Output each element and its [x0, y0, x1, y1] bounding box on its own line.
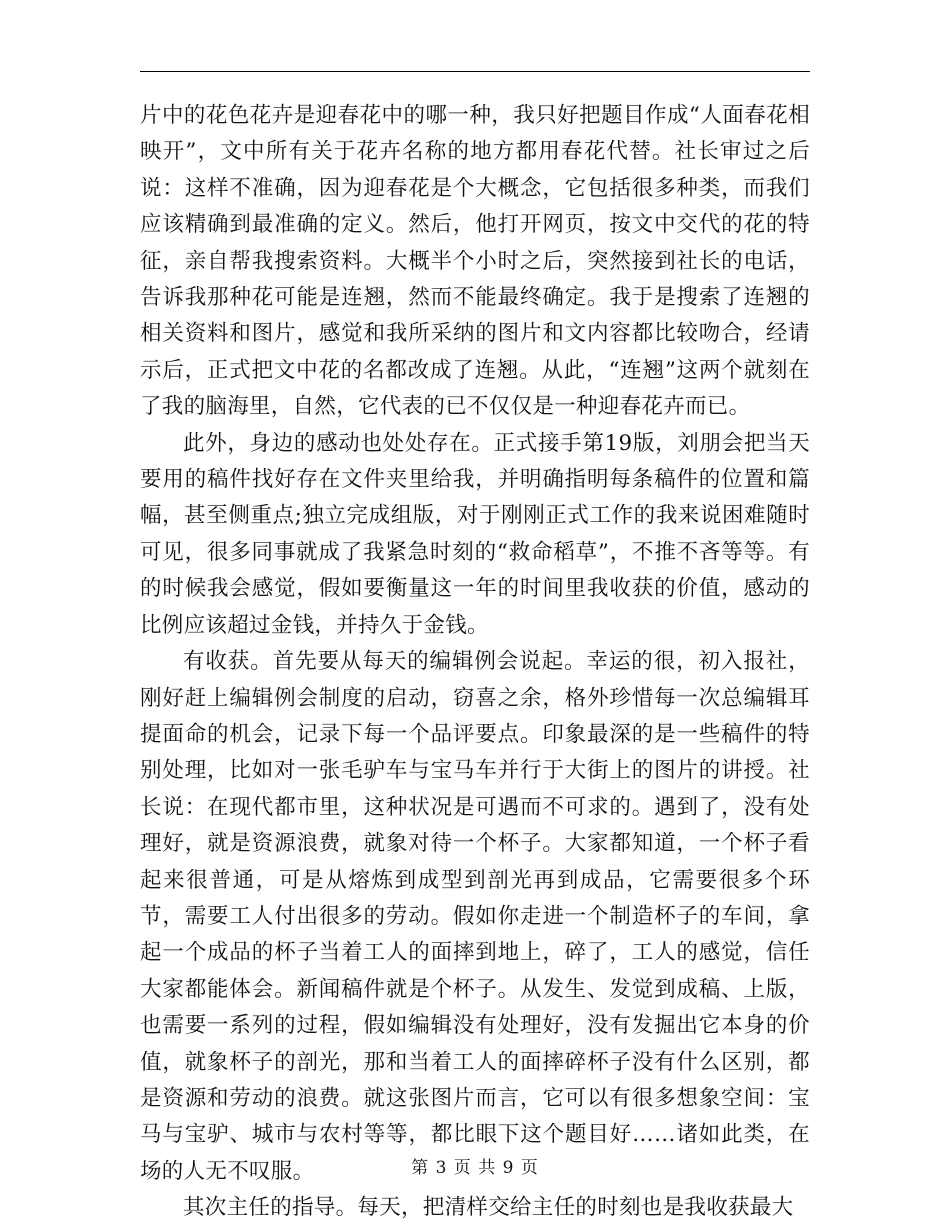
paragraph-1: 片中的花色花卉是迎春花中的哪一种，我只好把题目作成“人面春花相映开”，文中所有关于花卉名称的地方都用春花代替。社长审过之后说：这样不准确，因为迎春花是个大概念，它包括很多种类，而我们应该精确到最准确的定义。然后，他打开网页，按文中交代的花的特征，亲自帮我搜索资料。大概半个小时之后，突然接到社长的电话，告诉我那种花可能是连翘，然而不能最终确定。我于是搜索了连翘的相关资料和图片，感觉和我所采纳的图片和文内容都比较吻合，经请示后，正式把文中花的名都改成了连翘。从此，“连翘”这两个就刻在了我的脑海里，自然，它代表的已不仅仅是一种迎春花卉而已。	[140, 103, 810, 420]
header-rule	[140, 71, 810, 72]
page-number-footer: 第 3 页 共 9 页	[411, 1158, 539, 1178]
document-body	[140, 98, 810, 1227]
paragraph-3: 有收获。首先要从每天的编辑例会说起。幸运的很，初入报社，刚好赶上编辑例会制度的启动，窃喜之余，格外珍惜每一次总编辑耳提面命的机会，记录下每一个品评要点。印象最深的是一些稿件的特别处理，比如对一张毛驴车与宝马车并行于大街上的图片的讲授。社长说：在现代都市里，这种状况是可遇而不可求的。遇到了，没有处理好，就是资源浪费，就象对待一个杯子。大家都知道，一个杯子看起来很普通，可是从熔炼到成型到剖光再到成品，它需要很多个环节，需要工人付出很多的劳动。假如你走进一个制造杯子的车间，拿起一个成品的杯子当着工人的面摔到地上，碎了，工人的感觉，信任大家都能体会。新闻稿件就是个杯子。从发生、发觉到成稿、上版，也需要一系列的过程，假如编辑没有处理好，没有发掘出它本身的价值，就象杯子的剖光，那和当着工人的面摔碎杯子没有什么区别，都是资源和劳动的浪费。就这张图片而言，它可以有很多想象空间：宝马与宝驴、城市与农村等等，都比眼下这个题目好……诸如此类，在场的人无不叹服。	[140, 649, 810, 1184]
paragraph-4: 其次主任的指导。每天，把清样交给主任的时刻也是我收获最大	[183, 1195, 794, 1221]
paragraph-2: 此外，身边的感动也处处存在。正式接手第19版，刘朋会把当天要用的稿件找好存在文件夹里给我，并明确指明每条稿件的位置和篇幅，甚至侧重点;独立完成组版，对于刚刚正式工作的我来说困难随时可见，很多同事就成了我紧急时刻的“救命稻草”，不推不吝等等。有的时候我会感觉，假如要衡量这一年的时间里我收获的价值，感动的比例应该超过金钱，并持久于金钱。	[140, 430, 810, 638]
